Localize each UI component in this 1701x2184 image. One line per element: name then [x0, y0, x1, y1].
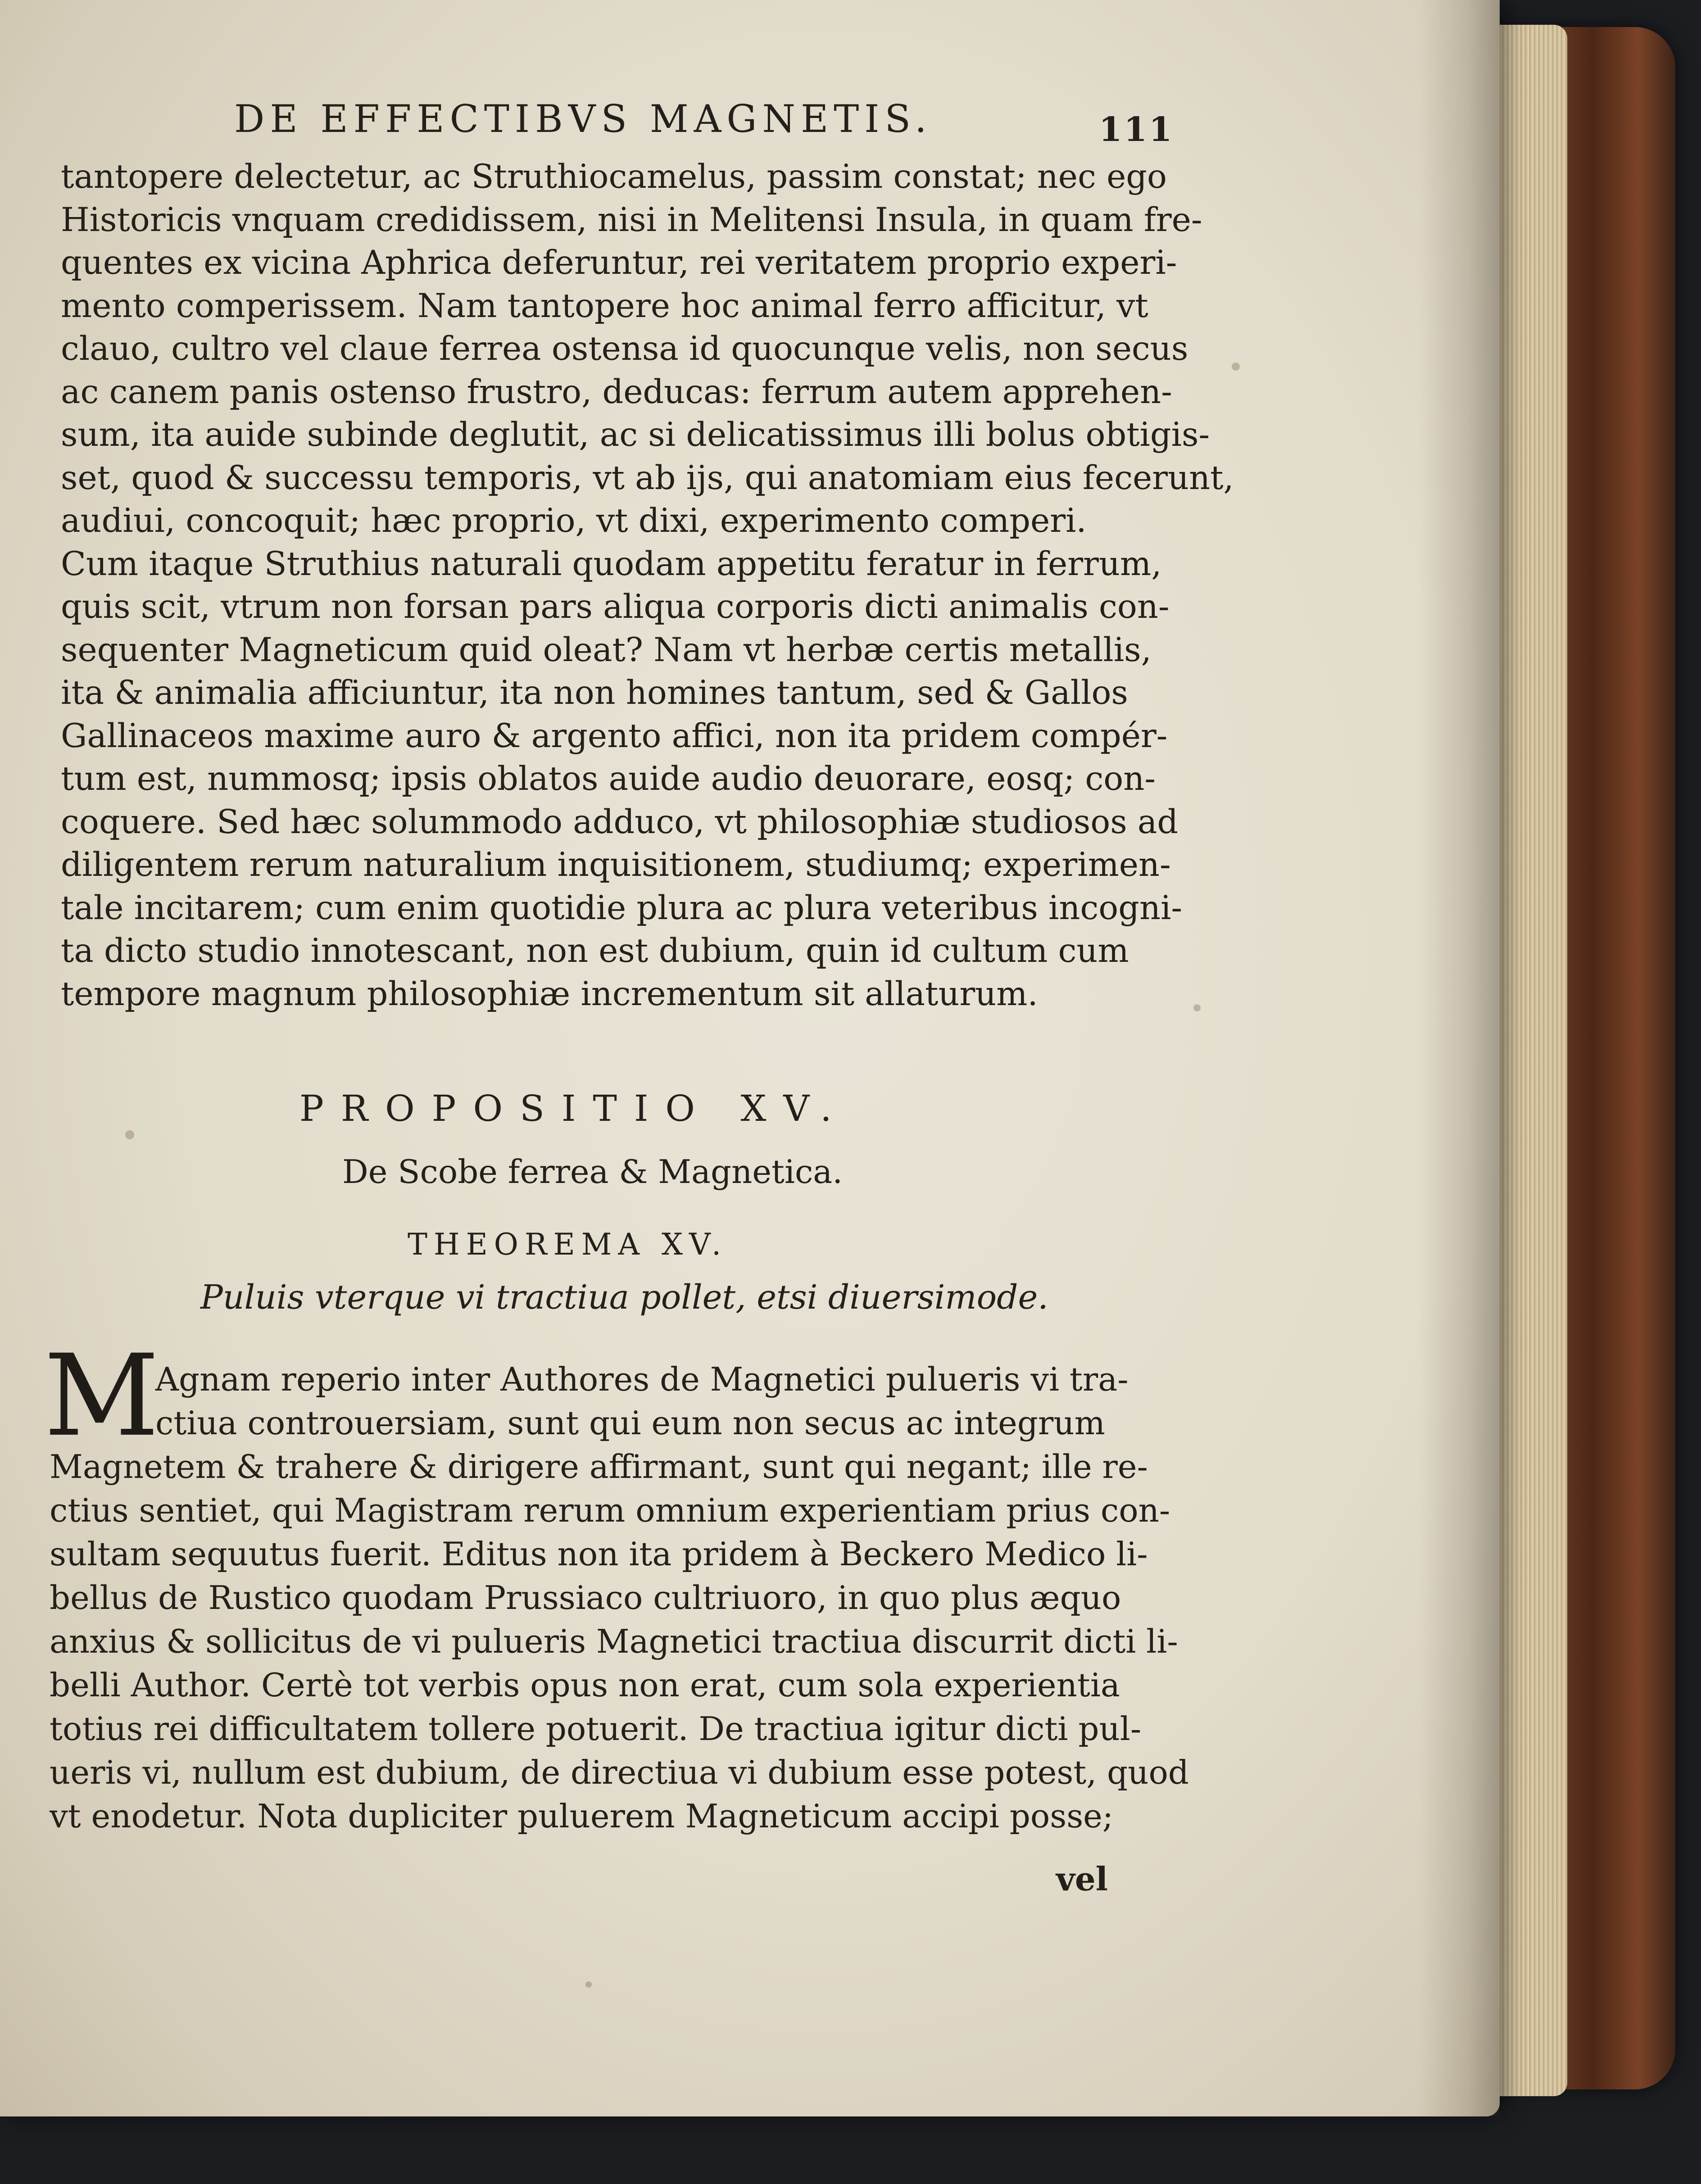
- text-line: Cum itaque Struthius naturali quodam appetitu feratur in ferrum,: [61, 544, 1162, 583]
- drop-cap: M: [44, 1330, 159, 1461]
- text-line: tale incitarem; cum enim quotidie plura ac plura veteribus incogni-: [61, 888, 1182, 927]
- text-line: tum est, nummosq; ipsis oblatos auide audio deuorare, eosq; con-: [61, 760, 1156, 798]
- text-line: quentes ex vicina Aphrica deferuntur, rei veritatem proprio experi-: [61, 244, 1177, 282]
- text-line: sultam sequutus fuerit. Editus non ita pridem à Beckero Medico li-: [50, 1535, 1148, 1573]
- catchword: vel: [1056, 1860, 1108, 1898]
- foxing-spot: [1232, 362, 1240, 371]
- text-line: Historicis vnquam credidissem, nisi in Melitensi Insula, in quam fre-: [61, 200, 1202, 239]
- text-line: belli Author. Certè tot verbis opus non erat, cum sola experientia: [50, 1666, 1120, 1704]
- page-number: 111: [1099, 110, 1174, 149]
- proposition-subtitle: De Scobe ferrea & Magnetica.: [342, 1153, 843, 1191]
- text-line: mento comperissem. Nam tantopere hoc animal ferro afficitur, vt: [61, 286, 1148, 325]
- text-line: set, quod & successu temporis, vt ab ijs, qui anatomiam eius fecerunt,: [61, 458, 1234, 497]
- gutter-shadow: [1419, 0, 1500, 2116]
- theorem-statement: Puluis vterque vi tractiua pollet, etsi diuersimode.: [200, 1278, 1048, 1317]
- text-line: ctius sentiet, qui Magistram rerum omnium experientiam prius con-: [50, 1491, 1170, 1529]
- text-line: quis scit, vtrum non forsan pars aliqua corporis dicti animalis con-: [61, 588, 1170, 626]
- body-paragraph: [61, 155, 1234, 1015]
- text-line: vt enodetur. Nota dupliciter puluerem Magneticum accipi posse;: [50, 1797, 1114, 1835]
- foxing-spot: [585, 1981, 592, 1988]
- text-line: ac canem panis ostenso frustro, deducas: ferrum autem apprehen-: [61, 372, 1172, 411]
- foxing-spot: [125, 1130, 134, 1139]
- text-line: ita & animalia afficiuntur, ita non homines tantum, sed & Gallos: [61, 674, 1128, 712]
- text-line: ta dicto studio innotescant, non est dubium, quin id cultum cum: [61, 932, 1129, 970]
- text-line: ueris vi, nullum est dubium, de directiua vi dubium esse potest, quod: [50, 1754, 1189, 1791]
- text-line: Agnam reperio inter Authores de Magnetici pulueris vi tra-: [155, 1360, 1129, 1398]
- text-line: Magnetem & trahere & dirigere affirmant, sunt qui negant; ille re-: [50, 1448, 1148, 1486]
- text-line: totius rei difficultatem tollere potuerit. De tractiua igitur dicti pul-: [50, 1710, 1142, 1748]
- text-line: tempore magnum philosophiæ incrementum sit allaturum.: [61, 974, 1038, 1013]
- text-line: diligentem rerum naturalium inquisitionem, studiumq; experimen-: [61, 846, 1171, 884]
- text-line: coquere. Sed hæc solummodo adduco, vt philosophiæ studiosos ad: [61, 802, 1179, 841]
- text-line: anxius & sollicitus de vi pulueris Magnetici tractiua discurrit dicti li-: [50, 1622, 1178, 1660]
- proposition-heading: PROPOSITIO XV.: [299, 1087, 849, 1129]
- foxing-spot: [1193, 1004, 1201, 1011]
- running-head: DE EFFECTIBVS MAGNETIS.: [234, 97, 932, 141]
- theorem-heading: THEOREMA XV.: [408, 1227, 728, 1262]
- text-line: audiui, concoquit; hæc proprio, vt dixi, experimento comperi.: [61, 502, 1087, 540]
- body-paragraph-opening: [155, 1358, 1129, 1445]
- body-paragraph: [50, 1445, 1189, 1838]
- text-line: sequenter Magneticum quid oleat? Nam vt herbæ certis metallis,: [61, 630, 1152, 669]
- text-line: bellus de Rustico quodam Prussiaco cultriuoro, in quo plus æquo: [50, 1579, 1121, 1617]
- text-line: clauo, cultro vel claue ferrea ostensa id quocunque velis, non secus: [61, 330, 1188, 368]
- text-line: sum, ita auide subinde deglutit, ac si delicatissimus illi bolus obtigis-: [61, 416, 1210, 454]
- text-line: Gallinaceos maxime auro & argento affici, non ita pridem compér-: [61, 716, 1168, 755]
- text-line: tantopere delectetur, ac Struthiocamelus, passim constat; nec ego: [61, 158, 1167, 196]
- text-line: ctiua controuersiam, sunt qui eum non secus ac integrum: [155, 1404, 1105, 1442]
